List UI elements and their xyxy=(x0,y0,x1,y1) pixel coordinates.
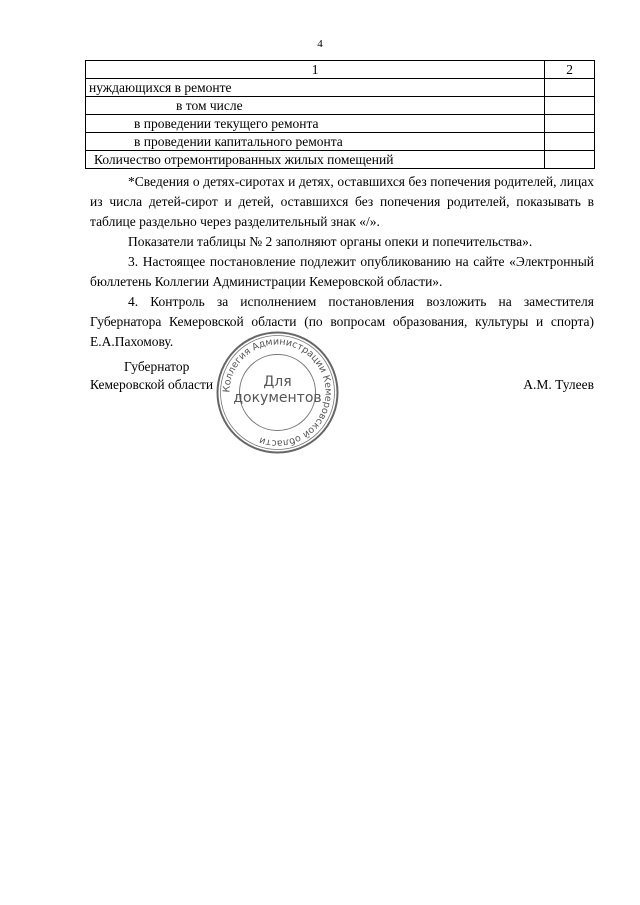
signature-name: А.М. Тулеев xyxy=(523,377,594,392)
signature-block xyxy=(90,358,594,398)
table-cell-value xyxy=(545,79,595,97)
table-header-cell: 1 xyxy=(86,61,545,79)
table-row xyxy=(86,133,595,151)
table-cell-value xyxy=(545,97,595,115)
table-row xyxy=(86,151,595,169)
footnote-paragraph: *Сведения о детях-сиротах и детях, оставшихся без попечения родителей, лицах из числа детей-сирот и детей, оставшихся без попечения родителей, показывать в таблице раздельно через разделительный знак «/». xyxy=(90,174,594,229)
table-row xyxy=(86,79,595,97)
official-seal xyxy=(215,330,340,455)
seal-center-text xyxy=(215,374,340,406)
table-cell-label: нуждающихся в ремонте xyxy=(86,79,545,97)
seal-center-line1: Для xyxy=(263,374,292,390)
table-cell-label: Количество отремонтированных жилых помещений xyxy=(86,151,545,169)
table-header-row xyxy=(86,61,595,79)
signature-title: Губернатор xyxy=(124,359,190,374)
paragraph-item-3: 3. Настоящее постановление подлежит опубликованию на сайте «Электронный бюллетень Коллегии Администрации Кемеровской области». xyxy=(90,254,594,289)
signature-region: Кемеровской области xyxy=(90,377,214,392)
seal-center-line2: документов xyxy=(233,390,322,406)
page-number: 4 xyxy=(317,38,323,50)
paragraph-item-4: 4. Контроль за исполнением постановления возложить на заместителя Губернатора Кемеровской области (по вопросам образования, культуры и спорта) Е.А.Пахомову. xyxy=(90,294,594,349)
table-row xyxy=(86,115,595,133)
table-row xyxy=(86,97,595,115)
table-cell-label: в проведении капитального ремонта xyxy=(86,133,545,151)
table-cell-value xyxy=(545,115,595,133)
table-cell-value xyxy=(545,151,595,169)
data-table xyxy=(85,60,595,169)
table-cell-label: в том числе xyxy=(86,97,545,115)
seal-ring-text: Коллегия Администрации Кемеровской области xyxy=(221,336,334,449)
body-text xyxy=(90,172,594,352)
paragraph-indicators: Показатели таблицы № 2 заполняют органы опеки и попечительства». xyxy=(128,234,533,249)
table-cell-label: в проведении текущего ремонта xyxy=(86,115,545,133)
table-header-cell: 2 xyxy=(545,61,595,79)
table-cell-value xyxy=(545,133,595,151)
